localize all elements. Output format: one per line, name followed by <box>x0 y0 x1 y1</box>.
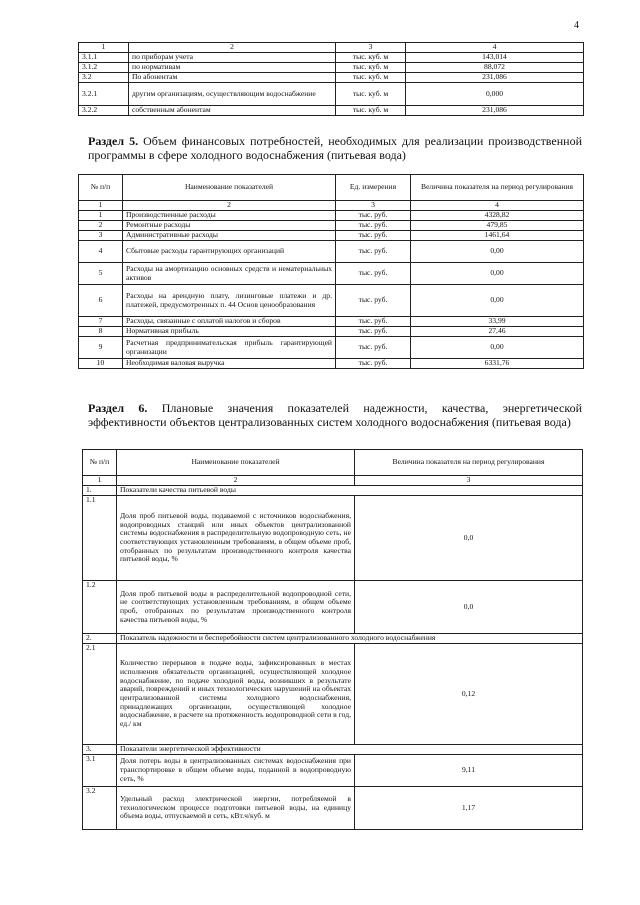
row-value: 231,086 <box>406 73 584 83</box>
table-header-row <box>83 450 583 476</box>
row-value: 143,014 <box>406 53 584 63</box>
section-5-title: Объем финансовых потребностей, необходимых для реализации производственной программы в сфере холодного водоснабжения (питьевая вода) <box>88 134 582 163</box>
row-value: 0,12 <box>355 644 583 745</box>
group-number: 3. <box>83 745 117 755</box>
row-value: 0,000 <box>406 83 584 106</box>
row-unit: тыс. куб. м <box>336 53 406 63</box>
row-number: 1 <box>79 211 123 221</box>
row-value: 1461,64 <box>411 231 584 241</box>
table-row <box>79 263 584 285</box>
table-row <box>79 73 584 83</box>
row-unit: тыс. руб. <box>336 285 411 317</box>
row-value: 231,086 <box>406 106 584 116</box>
group-title: Показатель надежности и бесперебойности систем централизованного холодного водоснабжения <box>117 634 583 644</box>
header-value: Величина показателя на период регулирования <box>411 175 584 201</box>
row-name: Расчетная предпринимательская прибыль гарантирующей организации <box>123 337 336 359</box>
group-number: 2. <box>83 634 117 644</box>
row-value: 6331,76 <box>411 359 584 369</box>
header-name: Наименование показателей <box>117 450 355 476</box>
section-5-label: Раздел 5. <box>88 134 139 148</box>
row-number: 9 <box>79 337 123 359</box>
row-value: 0,0 <box>355 496 583 581</box>
row-name: по нормативам <box>129 63 336 73</box>
group-number: 1. <box>83 486 117 496</box>
row-name: Производственные расходы <box>123 211 336 221</box>
row-name: Административные расходы <box>123 231 336 241</box>
row-unit: тыс. руб. <box>336 327 411 337</box>
row-unit: тыс. руб. <box>336 211 411 221</box>
section-6-label: Раздел 6. <box>88 401 148 415</box>
table-row <box>83 787 583 830</box>
row-value: 33,99 <box>411 317 584 327</box>
row-value: 88,072 <box>406 63 584 73</box>
row-unit: тыс. руб. <box>336 359 411 369</box>
row-value: 479,85 <box>411 221 584 231</box>
row-name: Доля проб питьевой воды в распределительной водопроводной сети, не соответствующих установленным требованиям, в общем объеме проб, отобранных по результатам производственного контроля качества питьевой воды, % <box>117 581 355 634</box>
table-row <box>79 211 584 221</box>
row-unit: тыс. куб. м <box>336 106 406 116</box>
table-row <box>83 581 583 634</box>
row-value: 0,00 <box>411 337 584 359</box>
table-row <box>79 231 584 241</box>
row-value: 0,00 <box>411 263 584 285</box>
table-row <box>79 63 584 73</box>
col-number: 2 <box>129 43 336 53</box>
row-value: 0,00 <box>411 241 584 263</box>
row-number: 5 <box>79 263 123 285</box>
page-number: 4 <box>574 20 579 31</box>
row-name: Удельный расход электрической энергии, потребляемой в технологическом процессе подготовки питьевой воды, на единицу объема воды, отпускаемой в сеть, кВт.ч/куб. м <box>117 787 355 830</box>
financial-needs-table <box>78 174 584 369</box>
table-header-row <box>79 43 584 53</box>
row-number: 2 <box>79 221 123 231</box>
row-unit: тыс. руб. <box>336 231 411 241</box>
row-number: 10 <box>79 359 123 369</box>
col-number: 3 <box>355 476 583 486</box>
header-num: № п/п <box>79 175 123 201</box>
row-number: 1.1 <box>83 496 117 581</box>
row-name: По абонентам <box>129 73 336 83</box>
table-row <box>79 241 584 263</box>
row-value: 27,46 <box>411 327 584 337</box>
row-number: 3.2.2 <box>79 106 129 116</box>
row-unit: тыс. руб. <box>336 337 411 359</box>
section-6-heading <box>88 401 582 430</box>
row-number: 3.1 <box>83 755 117 787</box>
table-row <box>79 53 584 63</box>
col-number: 4 <box>406 43 584 53</box>
section-5-heading <box>88 134 582 163</box>
group-row <box>83 634 583 644</box>
row-number: 4 <box>79 241 123 263</box>
row-number: 3 <box>79 231 123 241</box>
column-numbers-row <box>79 201 584 211</box>
group-title: Показатели качества питьевой воды <box>117 486 583 496</box>
row-name: Сбытовые расходы гарантирующих организаций <box>123 241 336 263</box>
table-row <box>79 106 584 116</box>
row-name: Расходы на амортизацию основных средств и нематериальных активов <box>123 263 336 285</box>
table-row <box>79 221 584 231</box>
water-volume-table <box>78 42 584 116</box>
row-number: 3.2 <box>83 787 117 830</box>
row-name: Расходы на арендную плату, лизинговые платежи и др. платежей, предусмотренных п. 44 Основ ценообразования <box>123 285 336 317</box>
row-name: Количество перерывов в подаче воды, зафиксированных в местах исполнения обязательств организацией, осуществляющей холодное водоснабжение, по подаче холодной воды, возникших в результате аварий, повреждений и иных технологических нарушений на объектах централизованной системы холодного водоснабжения, принадлежащих организации, осуществляющей холодное водоснабжение, в расчете на протяженность водопроводной сети в год, ед./ км <box>117 644 355 745</box>
group-title: Показатели энергетической эффективности <box>117 745 583 755</box>
row-value: 0,0 <box>355 581 583 634</box>
table-row <box>79 285 584 317</box>
group-row <box>83 745 583 755</box>
row-number: 3.2.1 <box>79 83 129 106</box>
table-row <box>83 755 583 787</box>
table-row <box>79 317 584 327</box>
row-name: Расходы, связанные с оплатой налогов и сборов <box>123 317 336 327</box>
row-number: 2.1 <box>83 644 117 745</box>
col-number: 1 <box>83 476 117 486</box>
group-row <box>83 486 583 496</box>
header-unit: Ед. измерения <box>336 175 411 201</box>
row-name: Ремонтные расходы <box>123 221 336 231</box>
row-number: 1.2 <box>83 581 117 634</box>
table-row <box>79 359 584 369</box>
indicators-table <box>82 449 583 830</box>
column-numbers-row <box>83 476 583 486</box>
row-name: Необходимая валовая выручка <box>123 359 336 369</box>
row-value: 0,00 <box>411 285 584 317</box>
col-number: 1 <box>79 43 129 53</box>
header-value: Величина показателя на период регулирования <box>355 450 583 476</box>
row-number: 7 <box>79 317 123 327</box>
row-value: 4328,82 <box>411 211 584 221</box>
row-name: Доля проб питьевой воды, подаваемой с источников водоснабжения, водопроводных станций или иных объектов централизованной системы водоснабжения в распределительную водопроводную сеть, не соответствующих установленным требованиям, в общем объеме проб, отобранных по результатам производственного контроля качества питьевой воды, % <box>117 496 355 581</box>
table-row <box>79 337 584 359</box>
row-name: собственным абонентам <box>129 106 336 116</box>
row-number: 3.1.1 <box>79 53 129 63</box>
col-number: 1 <box>79 201 123 211</box>
row-unit: тыс. руб. <box>336 221 411 231</box>
row-unit: тыс. руб. <box>336 241 411 263</box>
table-row <box>79 327 584 337</box>
col-number: 2 <box>117 476 355 486</box>
row-name: Нормативная прибыль <box>123 327 336 337</box>
row-unit: тыс. руб. <box>336 263 411 285</box>
col-number: 4 <box>411 201 584 211</box>
table-row <box>83 644 583 745</box>
header-num: № п/п <box>83 450 117 476</box>
table-row <box>83 496 583 581</box>
col-number: 3 <box>336 201 411 211</box>
section-6-title: Плановые значения показателей надежности, качества, энергетической эффективности объектов централизованных систем холодного водоснабжения (питьевая вода) <box>88 401 582 430</box>
row-name: Доля потерь воды в централизованных системах водоснабжения при транспортировке в общем объеме воды, поданной в водопроводную сеть, % <box>117 755 355 787</box>
header-name: Наименование показателей <box>123 175 336 201</box>
row-value: 9,11 <box>355 755 583 787</box>
row-number: 8 <box>79 327 123 337</box>
row-number: 6 <box>79 285 123 317</box>
row-number: 3.1.2 <box>79 63 129 73</box>
row-name: по приборам учета <box>129 53 336 63</box>
table-header-row <box>79 175 584 201</box>
row-unit: тыс. куб. м <box>336 83 406 106</box>
row-number: 3.2 <box>79 73 129 83</box>
row-unit: тыс. руб. <box>336 317 411 327</box>
col-number: 3 <box>336 43 406 53</box>
table-row <box>79 83 584 106</box>
col-number: 2 <box>123 201 336 211</box>
row-value: 1,17 <box>355 787 583 830</box>
row-name: другим организациям, осуществляющим водоснабжение <box>129 83 336 106</box>
row-unit: тыс. куб. м <box>336 73 406 83</box>
row-unit: тыс. куб. м <box>336 63 406 73</box>
